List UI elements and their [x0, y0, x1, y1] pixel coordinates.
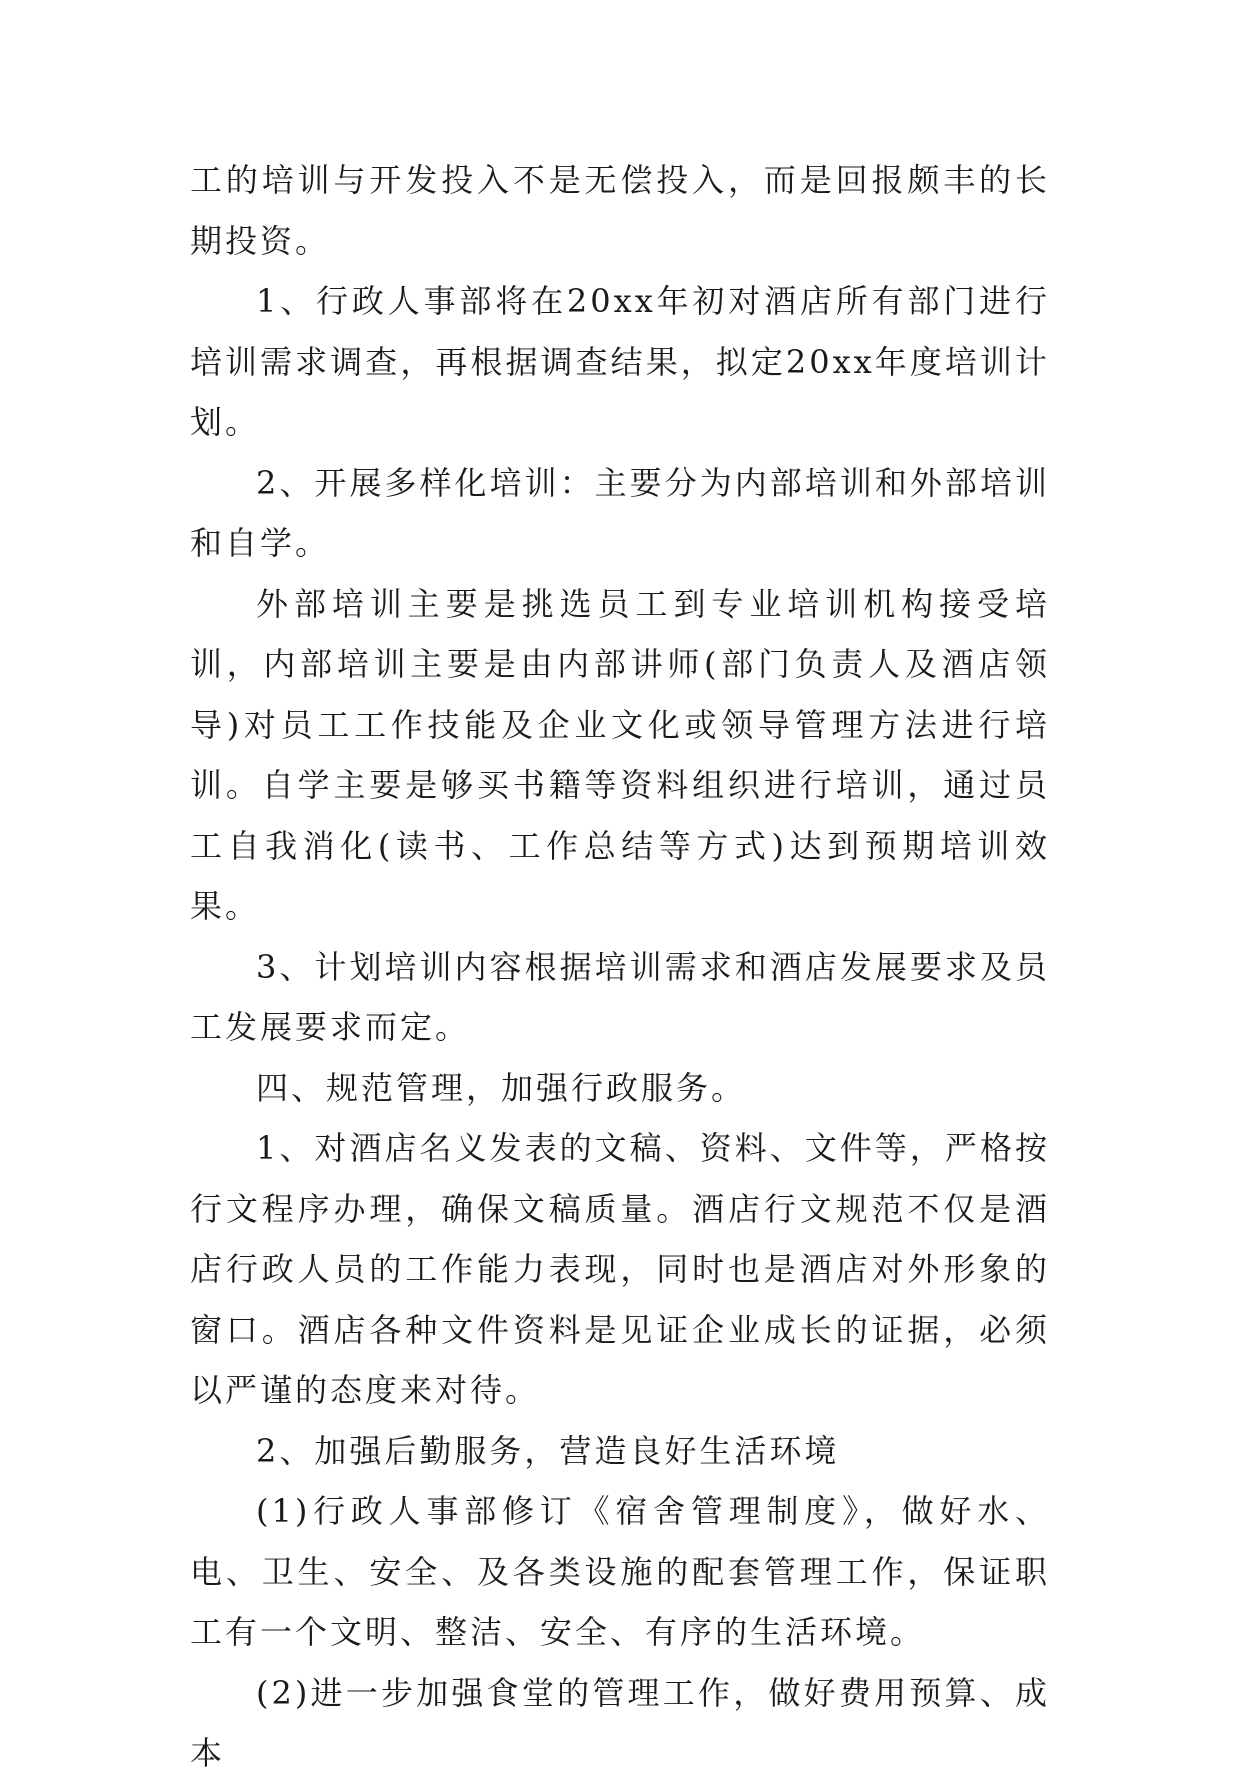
section-heading-4: 四、规范管理，加强行政服务。 [256, 1068, 747, 1107]
paragraph-continuation: 工的培训与开发投入不是无偿投入，而是回报颇丰的长期投资。 [190, 161, 1050, 260]
paragraph-item-2: 2、开展多样化培训：主要分为内部培训和外部培训和自学。 [190, 463, 1050, 562]
paragraph-section4-item-2: 2、加强后勤服务，营造良好生活环境 [256, 1431, 840, 1470]
paragraph-item-1: 1、行政人事部将在20xx年初对酒店所有部门进行培训需求调查，再根据调查结果，拟定20xx年度培训计划。 [190, 282, 1050, 441]
paragraph-section4-item-1: 1、对酒店名义发表的文稿、资料、文件等，严格按行文程序办理，确保文稿质量。酒店行文规范不仅是酒店行政人员的工作能力表现，同时也是酒店对外形象的窗口。酒店各种文件资料是见证企业成长的证据，必须以严谨的态度来对待。 [190, 1129, 1050, 1409]
document-page [190, 150, 1050, 1784]
paragraph-external-training: 外部培训主要是挑选员工到专业培训机构接受培训，内部培训主要是由内部讲师(部门负责人及酒店领导)对员工工作技能及企业文化或领导管理方法进行培训。自学主要是够买书籍等资料组织进行培训，通过员工自我消化(读书、工作总结等方式)达到预期培训效果。 [190, 584, 1050, 925]
paragraph-subitem-1: (1)行政人事部修订《宿舍管理制度》，做好水、电、卫生、安全、及各类设施的配套管理工作，保证职工有一个文明、整洁、安全、有序的生活环境。 [190, 1492, 1050, 1651]
paragraph-item-3: 3、计划培训内容根据培训需求和酒店发展要求及员工发展要求而定。 [190, 947, 1050, 1046]
paragraph-subitem-2: (2)进一步加强食堂的管理工作，做好费用预算、成本 [190, 1673, 1050, 1772]
